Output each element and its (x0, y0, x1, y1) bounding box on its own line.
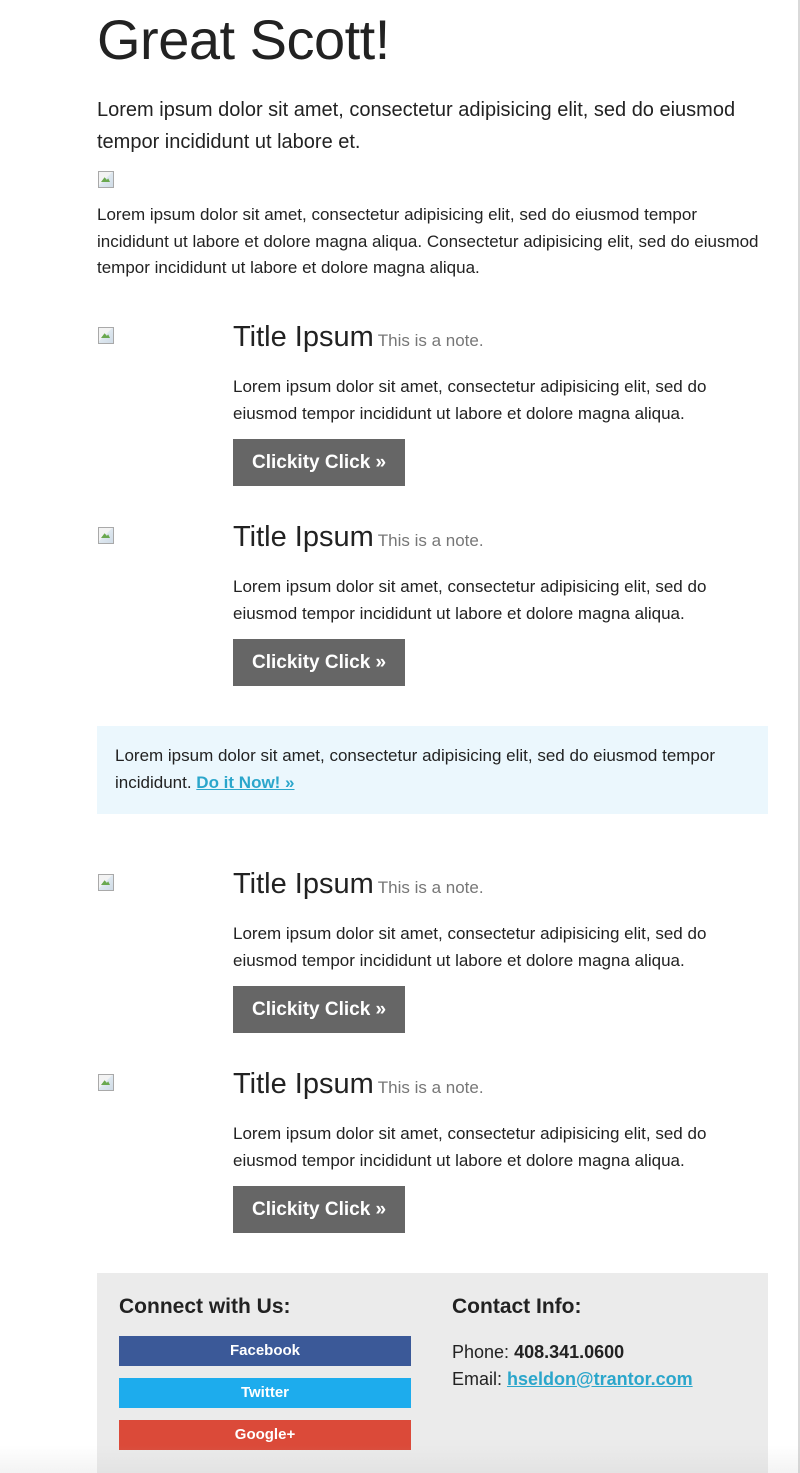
broken-image-icon (97, 1073, 115, 1091)
clickity-click-button[interactable]: Clickity Click » (233, 1186, 405, 1233)
social-heading: Connect with Us: (119, 1295, 291, 1318)
phone-line (452, 1339, 742, 1366)
item-content (233, 1068, 768, 1233)
clickity-click-button[interactable]: Clickity Click » (233, 639, 405, 686)
page-title: Great Scott! (97, 8, 390, 71)
item-content (233, 868, 768, 1033)
lead-paragraph: Lorem ipsum dolor sit amet, consectetur adipisicing elit, sed do eiusmod tempor incididunt ut labore et. (97, 99, 736, 153)
item-text: Lorem ipsum dolor sit amet, consectetur adipisicing elit, sed do eiusmod tempor incididunt ut labore et dolore magna aliqua. (233, 1124, 707, 1170)
intro-paragraph: Lorem ipsum dolor sit amet, consectetur adipisicing elit, sed do eiusmod tempor incididunt ut labore et dolore magna aliqua. Consectetur adipisicing elit, sed do eiusmod tempor incididunt ut labore et dolore magna aliqua. (97, 205, 759, 277)
item-title: Title Ipsum (233, 868, 374, 900)
contact-heading: Contact Info: (452, 1295, 582, 1318)
item-title: Title Ipsum (233, 321, 374, 353)
do-it-now-link[interactable]: Do it Now! » (196, 772, 295, 792)
broken-image-icon (97, 170, 115, 188)
phone-number: 408.341.0600 (514, 1342, 625, 1362)
item-title: Title Ipsum (233, 1068, 374, 1100)
item-text: Lorem ipsum dolor sit amet, consectetur adipisicing elit, sed do eiusmod tempor incididunt ut labore et dolore magna aliqua. (233, 577, 707, 623)
email-line (452, 1366, 742, 1393)
item-text: Lorem ipsum dolor sit amet, consectetur adipisicing elit, sed do eiusmod tempor incididunt ut labore et dolore magna aliqua. (233, 377, 707, 423)
item-heading (233, 320, 768, 358)
clickity-click-button[interactable]: Clickity Click » (233, 439, 405, 486)
phone-label: Phone: (452, 1342, 510, 1362)
clickity-click-button[interactable]: Clickity Click » (233, 986, 405, 1033)
footer-panel (97, 1273, 768, 1473)
hero-image (97, 170, 768, 190)
item-heading (233, 1067, 768, 1105)
item-title: Title Ipsum (233, 521, 374, 553)
item-note: This is a note. (377, 1078, 484, 1097)
item-content (233, 521, 768, 686)
contact-column (452, 1293, 742, 1392)
email-container (97, 0, 768, 1443)
callout-text: Lorem ipsum dolor sit amet, consectetur adipisicing elit, sed do eiusmod tempor incididunt. (115, 746, 716, 792)
facebook-button[interactable]: Facebook (119, 1336, 411, 1366)
social-column (119, 1293, 411, 1450)
google-plus-button[interactable]: Google+ (119, 1420, 411, 1450)
item-content (233, 321, 768, 486)
item-note: This is a note. (377, 331, 484, 350)
item-heading (233, 520, 768, 558)
item-text: Lorem ipsum dolor sit amet, consectetur adipisicing elit, sed do eiusmod tempor incididunt ut labore et dolore magna aliqua. (233, 924, 707, 970)
twitter-button[interactable]: Twitter (119, 1378, 411, 1408)
item-heading (233, 867, 768, 905)
email-link[interactable]: hseldon@trantor.com (507, 1368, 693, 1389)
broken-image-icon (97, 526, 115, 544)
item-note: This is a note. (377, 531, 484, 550)
item-note: This is a note. (377, 878, 484, 897)
broken-image-icon (97, 873, 115, 891)
callout-panel (97, 726, 768, 814)
broken-image-icon (97, 326, 115, 344)
email-label: Email: (452, 1368, 503, 1389)
